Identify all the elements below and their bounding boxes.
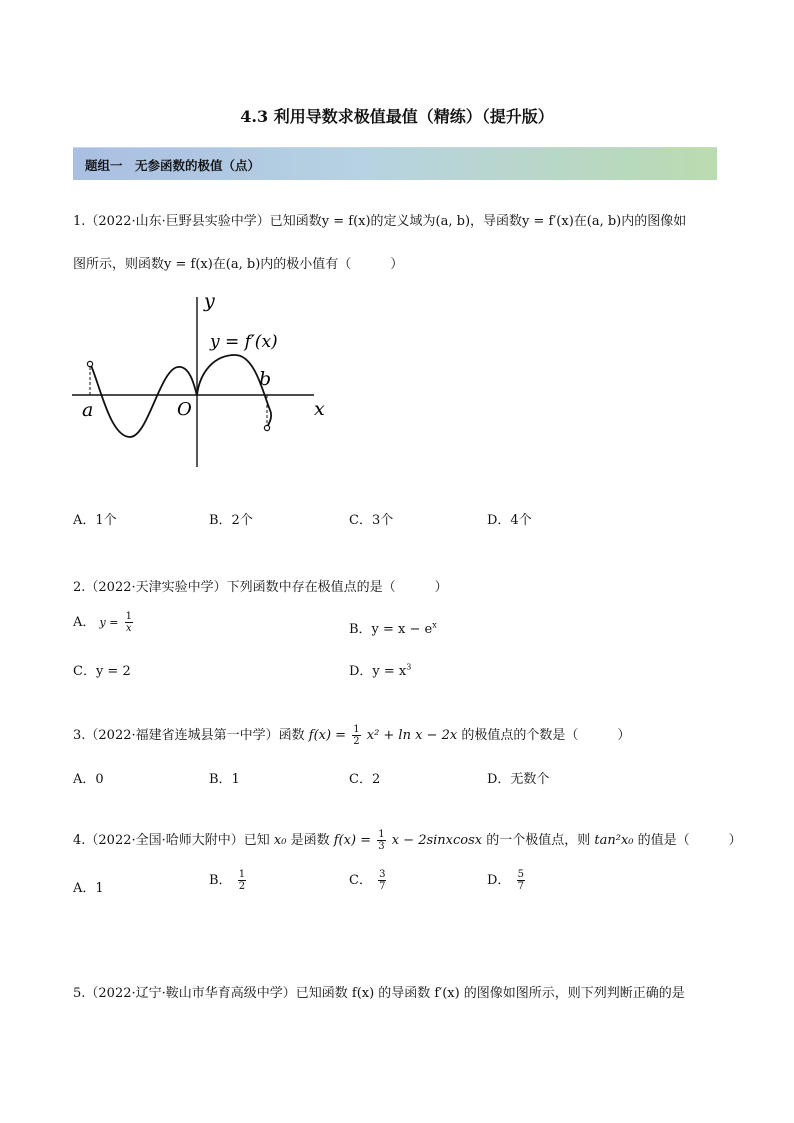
x-axis-label: x [314, 398, 325, 420]
q4-mid: 是函数 [290, 833, 330, 848]
q2-option-a-prefix: A． [73, 615, 96, 630]
q3-expression: x² + ln x − 2x [366, 728, 458, 743]
question-1-line-1: 1.（2022·山东·巨野县实验中学）已知函数y = f(x)的定义域为(a, b)，导函数y = f′(x)在(a, b)内的图像如 [73, 214, 687, 229]
q4-option-d-fraction [517, 869, 525, 892]
q4-x0: x₀ [273, 833, 287, 848]
q2-option-a-lhs: y = [99, 616, 119, 629]
question-4-stem [73, 829, 742, 852]
q3-num: 1 [353, 724, 360, 735]
q2-option-a [73, 611, 135, 634]
q4-end: 的值是（ ） [637, 833, 742, 848]
q1-option-d: D．4个 [487, 513, 532, 528]
y-axis-label: y [204, 290, 215, 312]
origin-label: O [177, 399, 192, 420]
q3-option-d: D．无数个 [487, 772, 550, 787]
q4-suffix: 的一个极值点，则 [486, 833, 591, 848]
q2-option-a-den: x [125, 623, 132, 634]
q4-option-b-fraction [238, 869, 246, 892]
q2-option-d [349, 660, 411, 679]
derivative-curve [90, 355, 271, 437]
q4-option-c [349, 869, 388, 892]
q3-fraction [352, 724, 360, 747]
q3-option-a: A．0 [73, 772, 104, 787]
q2-option-d-text: D．y = x [349, 664, 407, 679]
q4-option-d-num: 5 [517, 869, 524, 880]
q4-option-b-prefix: B． [209, 873, 232, 888]
q4-den: 3 [378, 841, 385, 852]
q3-option-b: B．1 [209, 772, 240, 787]
q4-option-d [487, 869, 527, 892]
q4-num: 1 [378, 829, 385, 840]
endpoint-b-marker [264, 425, 269, 430]
q1-option-a: A．1个 [73, 513, 117, 528]
q3-fx: f(x) = [308, 728, 347, 743]
q2-option-a-fraction [125, 611, 133, 634]
section-header-bar [73, 147, 717, 180]
question-5-stem: 5.（2022·辽宁·鞍山市华育高级中学）已知函数 f(x) 的导函数 f′(x) 的图像如图所示，则下列判断正确的是 [73, 986, 685, 1001]
question-3-stem [73, 724, 630, 747]
q2-option-a-num: 1 [125, 611, 132, 622]
b-label: b [259, 368, 272, 390]
q4-option-c-prefix: C． [349, 873, 372, 888]
section-title: 题组一 无参函数的极值（点） [85, 158, 261, 173]
q4-option-c-num: 3 [379, 869, 386, 880]
q2-option-b [349, 618, 437, 637]
q4-option-a: A．1 [73, 881, 104, 896]
q1-option-b: B．2个 [209, 513, 253, 528]
q4-option-d-den: 7 [517, 881, 524, 892]
q3-den: 2 [353, 736, 360, 747]
q2-option-d-sup: 3 [406, 662, 412, 672]
q4-fx: f(x) = [333, 833, 372, 848]
q4-option-b-den: 2 [238, 881, 246, 892]
q4-option-d-prefix: D． [487, 873, 511, 888]
q1-option-c: C．3个 [349, 513, 394, 528]
q2-option-b-text: B．y = x − e [349, 622, 433, 637]
q3-suffix: 的极值点的个数是（ ） [461, 728, 631, 743]
endpoint-a-marker [87, 361, 92, 366]
derivative-graph [70, 285, 340, 475]
q4-option-b [209, 869, 248, 892]
q4-prefix: 4.（2022·全国·哈师大附中）已知 [73, 833, 270, 848]
question-2-stem: 2.（2022·天津实验中学）下列函数中存在极值点的是（ ） [73, 580, 448, 595]
q4-fraction [377, 829, 385, 852]
q4-option-c-den: 7 [379, 881, 386, 892]
a-label: a [82, 399, 94, 421]
q3-option-c: C．2 [349, 772, 381, 787]
q4-option-b-num: 1 [238, 869, 246, 880]
q2-option-c: C．y = 2 [73, 664, 131, 679]
question-1-line-2: 图所示，则函数y = f(x)在(a, b)内的极小值有（ ） [73, 257, 404, 272]
q4-option-c-fraction [378, 869, 386, 892]
page-title: 4.3 利用导数求极值最值（精练）（提升版） [240, 107, 554, 126]
q4-tan: tan²x₀ [594, 833, 634, 848]
q4-expression: x − 2sinxcosx [391, 833, 483, 848]
q2-option-b-sup: x [432, 620, 437, 630]
q3-prefix: 3.（2022·福建省连城县第一中学）函数 [73, 728, 305, 743]
curve-label: y = f′(x) [210, 332, 278, 352]
